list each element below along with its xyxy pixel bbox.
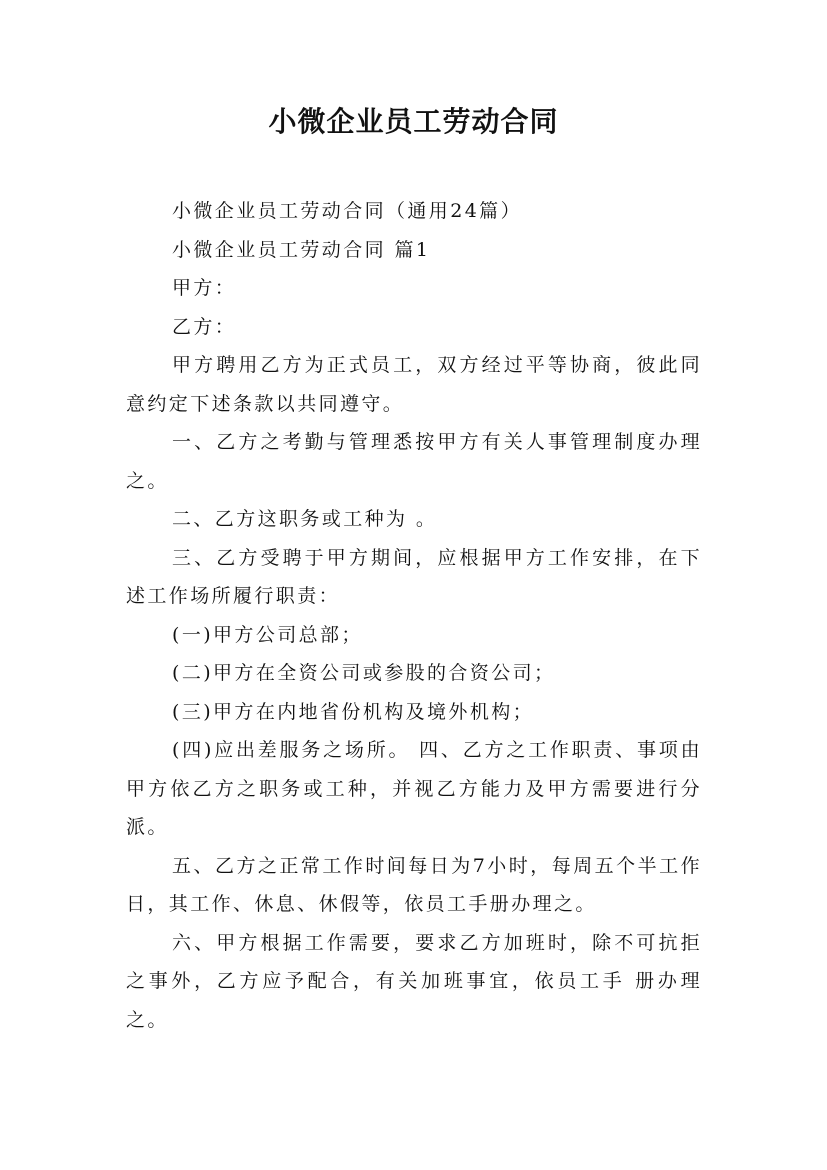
paragraph-party-b: 乙方： xyxy=(172,315,237,338)
paragraph-clause-2: 二、乙方这职务或工种为 。 xyxy=(172,508,438,530)
document-body xyxy=(126,192,702,1039)
paragraph-item-1: (一)甲方公司总部； xyxy=(172,623,363,646)
paragraph-clause-6: 六、甲方根据工作需要，要求乙方加班时，除不可抗拒之事外，乙方应予配合，有关加班事宜，依员工手 册办理之。 xyxy=(126,931,702,1031)
paragraph-preamble: 甲方聘用乙方为正式员工，双方经过平等协商，彼此同意约定下述条款以共同遵守。 xyxy=(126,354,702,415)
paragraph-item-4-clause-4: (四)应出差服务之场所。 四、乙方之工作职责、事项由甲方依乙方之职务或工种，并视乙方能力及甲方需要进行分派。 xyxy=(126,739,702,838)
document-title: 小微企业员工劳动合同 xyxy=(268,105,559,138)
paragraph-item-3: (三)甲方在内地省份机构及境外机构； xyxy=(172,700,535,723)
paragraph-subtitle: 小微企业员工劳动合同（通用24篇） xyxy=(172,200,522,222)
paragraph-clause-1: 一、乙方之考勤与管理悉按甲方有关人事管理制度办理之。 xyxy=(126,431,702,492)
paragraph-clause-5: 五、乙方之正常工作时间每日为7小时，每周五个半工作日，其工作、休息、休假等，依员工手册办理之。 xyxy=(126,854,702,915)
paragraph-item-2: (二)甲方在全资公司或参股的合资公司； xyxy=(172,662,556,684)
paragraph-section-heading: 小微企业员工劳动合同 篇1 xyxy=(172,238,431,261)
paragraph-party-a: 甲方： xyxy=(172,277,237,299)
paragraph-clause-3: 三、乙方受聘于甲方期间，应根据甲方工作安排，在下述工作场所履行职责： xyxy=(126,546,702,607)
